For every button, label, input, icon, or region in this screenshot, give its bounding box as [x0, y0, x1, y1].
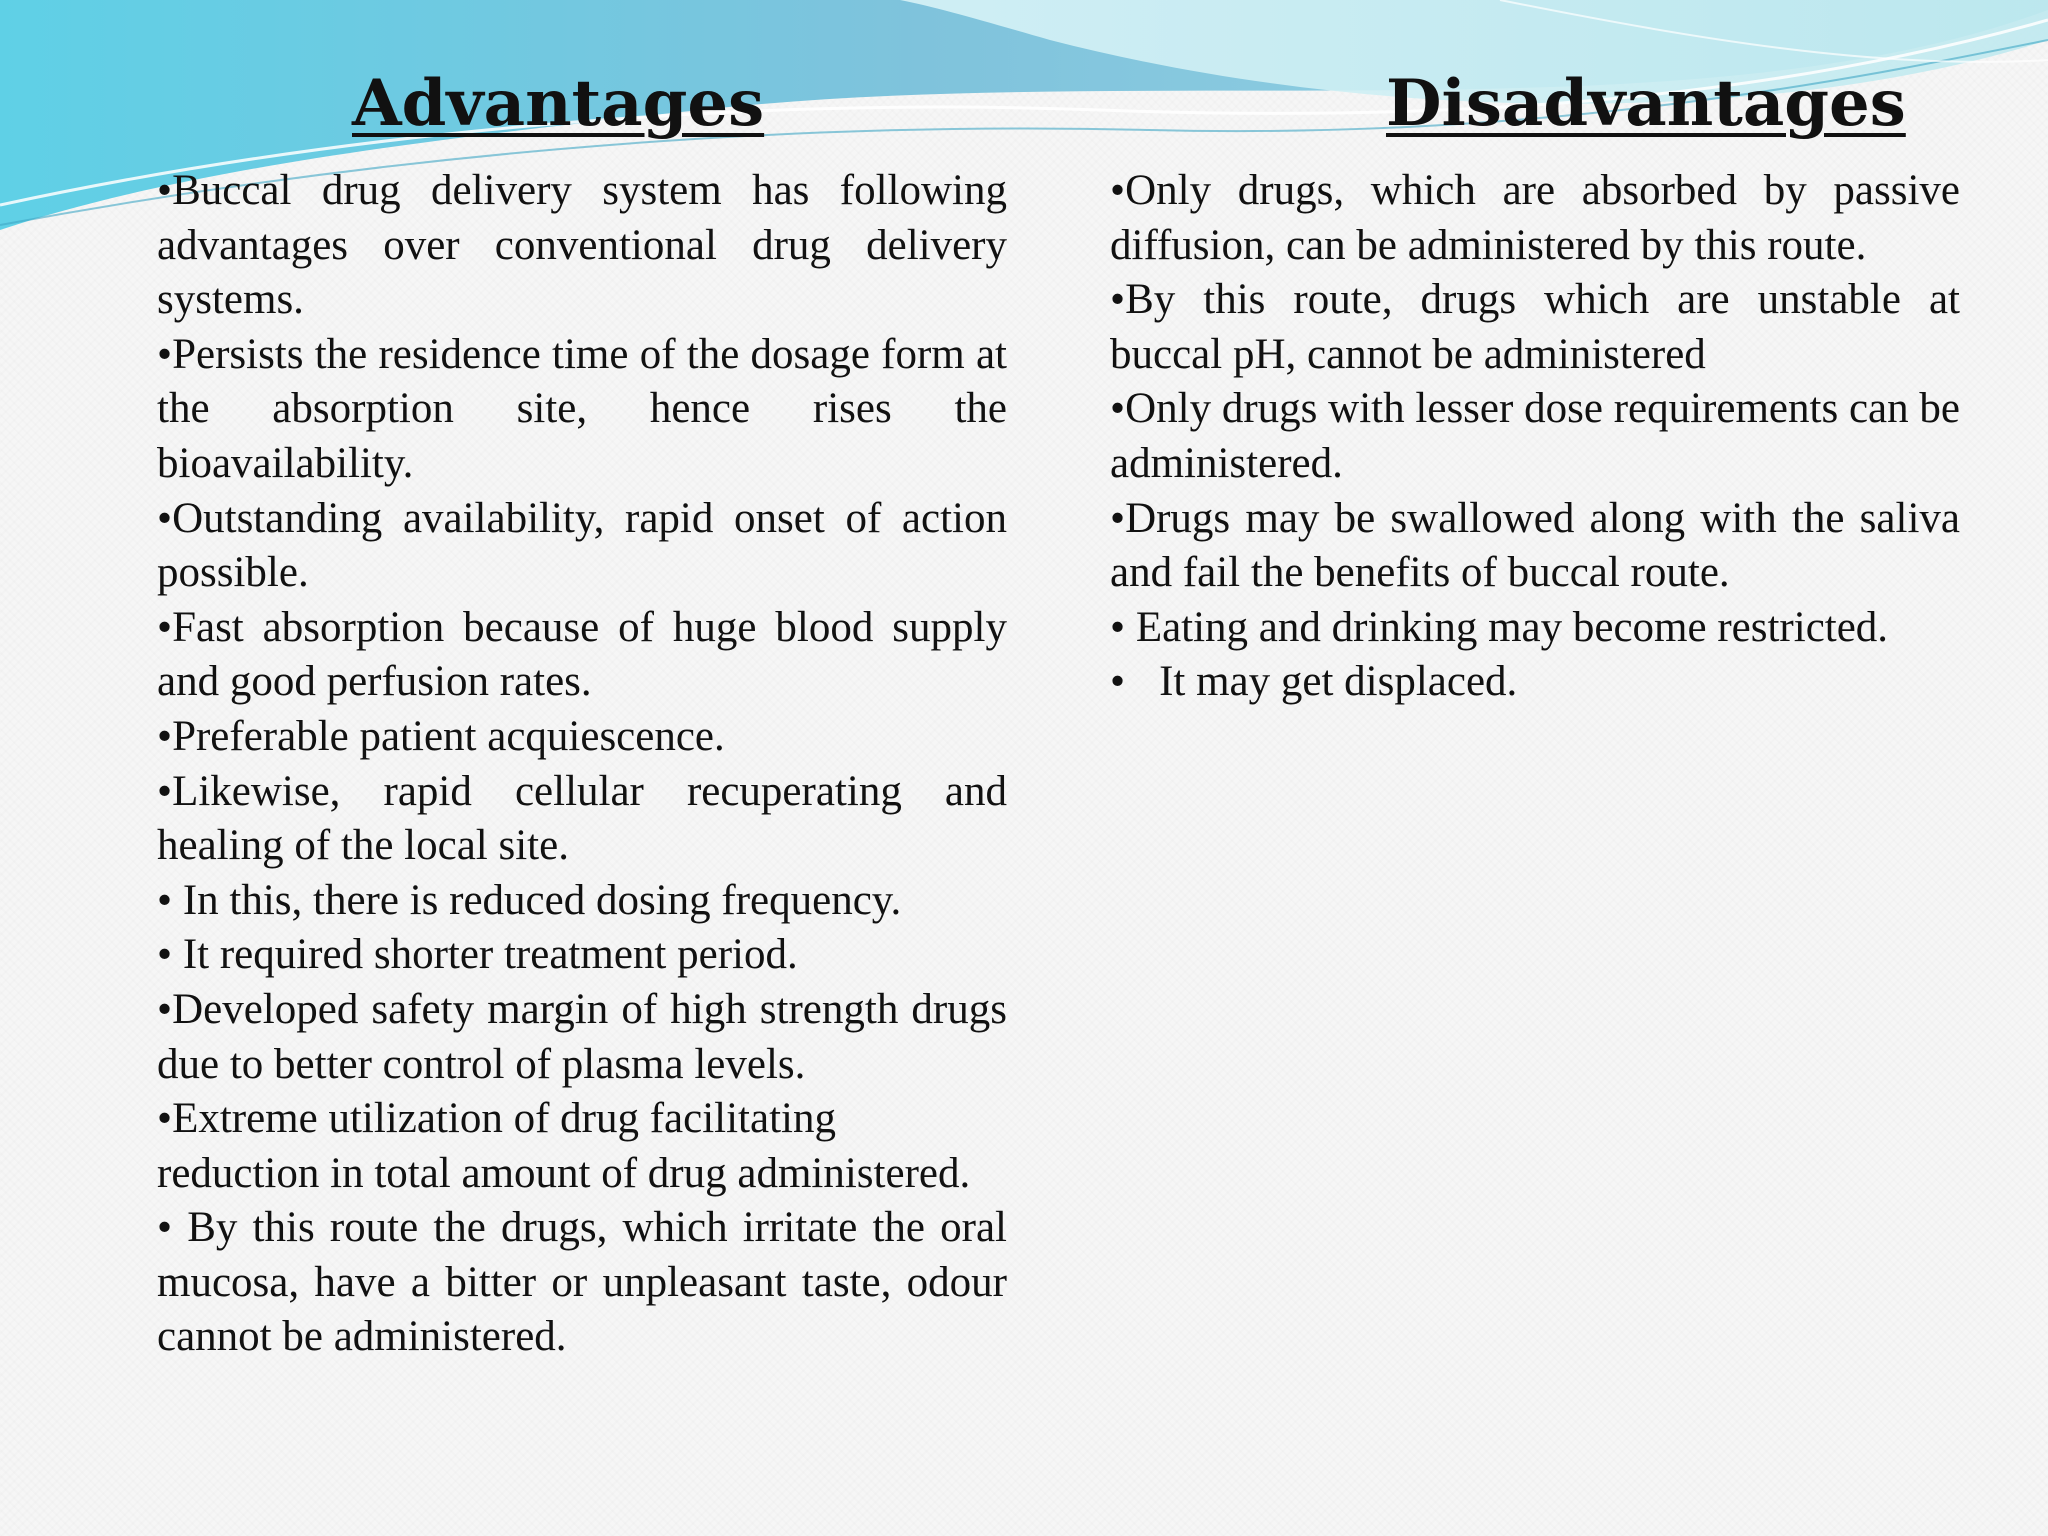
item-text: Persists the residence time of the dosage form at the absorption site, hence rises the bioavailability. — [157, 330, 1007, 487]
advantages-list — [157, 164, 1007, 1365]
item-text: Preferable patient acquiescence. — [172, 712, 725, 760]
item-text: In this, there is reduced dosing frequency. — [182, 876, 902, 924]
list-item — [157, 1201, 1007, 1365]
bullet-icon: • — [157, 1204, 188, 1252]
item-text: Likewise, rapid cellular recuperating and healing of the local site. — [157, 767, 1007, 870]
list-item — [157, 928, 1007, 983]
list-item — [157, 164, 1007, 328]
bullet-icon: • — [157, 931, 183, 979]
bullet-icon: • — [157, 494, 173, 542]
bullet-icon: • — [157, 603, 173, 651]
bullet-icon: • — [157, 985, 173, 1033]
bullet-icon: • — [157, 1095, 173, 1143]
list-item — [157, 601, 1007, 710]
item-text: Developed safety margin of high strength drugs due to better control of plasma levels. — [157, 985, 1007, 1088]
bullet-icon: • — [1110, 603, 1136, 651]
list-item — [157, 328, 1007, 492]
bullet-icon: • — [1110, 167, 1126, 214]
item-text: Extreme utilization of drug facilitating reduction in total amount of drug administered. — [157, 1095, 971, 1197]
list-item — [1110, 382, 1960, 491]
list-item — [1110, 492, 1960, 601]
item-text: Eating and drinking may become restricted. — [1135, 603, 1889, 651]
list-item — [157, 983, 1007, 1092]
bullet-icon: • — [157, 876, 183, 924]
item-text: It may get displaced. — [1159, 658, 1518, 706]
disadvantages-list — [1110, 164, 1960, 710]
list-item — [157, 492, 1007, 601]
list-item — [157, 710, 1007, 765]
item-text: Fast absorption because of huge blood supply and good perfusion rates. — [157, 603, 1007, 706]
list-item — [1110, 273, 1960, 382]
bullet-icon: • — [1110, 385, 1126, 433]
item-text: Only drugs with lesser dose requirements can be administered. — [1110, 385, 1960, 487]
list-item — [1110, 655, 1960, 710]
item-text: Buccal drug delivery system has following advantages over conventional drug delivery systems. — [157, 167, 1007, 324]
list-item — [157, 874, 1007, 929]
list-item — [1110, 164, 1960, 273]
item-text: By this route the drugs, which irritate the oral mucosa, have a bitter or unpleasant taste, odour cannot be administered. — [157, 1204, 1008, 1361]
bullet-icon: • — [1110, 658, 1126, 706]
bullet-icon: • — [1110, 276, 1126, 324]
item-text: Drugs may be swallowed along with the saliva and fail the benefits of buccal route. — [1110, 494, 1960, 597]
disadvantages-heading: Disadvantages — [1386, 66, 1906, 141]
advantages-heading: Advantages — [352, 66, 765, 141]
bullet-icon: • — [1110, 494, 1126, 542]
list-item — [157, 765, 1007, 874]
bullet-icon: • — [157, 167, 173, 214]
item-text: Only drugs, which are absorbed by passive diffusion, can be administered by this route. — [1110, 167, 1960, 269]
item-text: It required shorter treatment period. — [182, 931, 798, 979]
bullet-icon: • — [157, 767, 173, 815]
bullet-icon: • — [157, 712, 173, 760]
item-text: By this route, drugs which are unstable at buccal pH, cannot be administered — [1110, 276, 1960, 378]
list-item — [157, 1092, 1007, 1201]
list-item — [1110, 601, 1960, 656]
item-text: Outstanding availability, rapid onset of action possible. — [157, 494, 1007, 597]
bullet-icon: • — [157, 330, 173, 378]
